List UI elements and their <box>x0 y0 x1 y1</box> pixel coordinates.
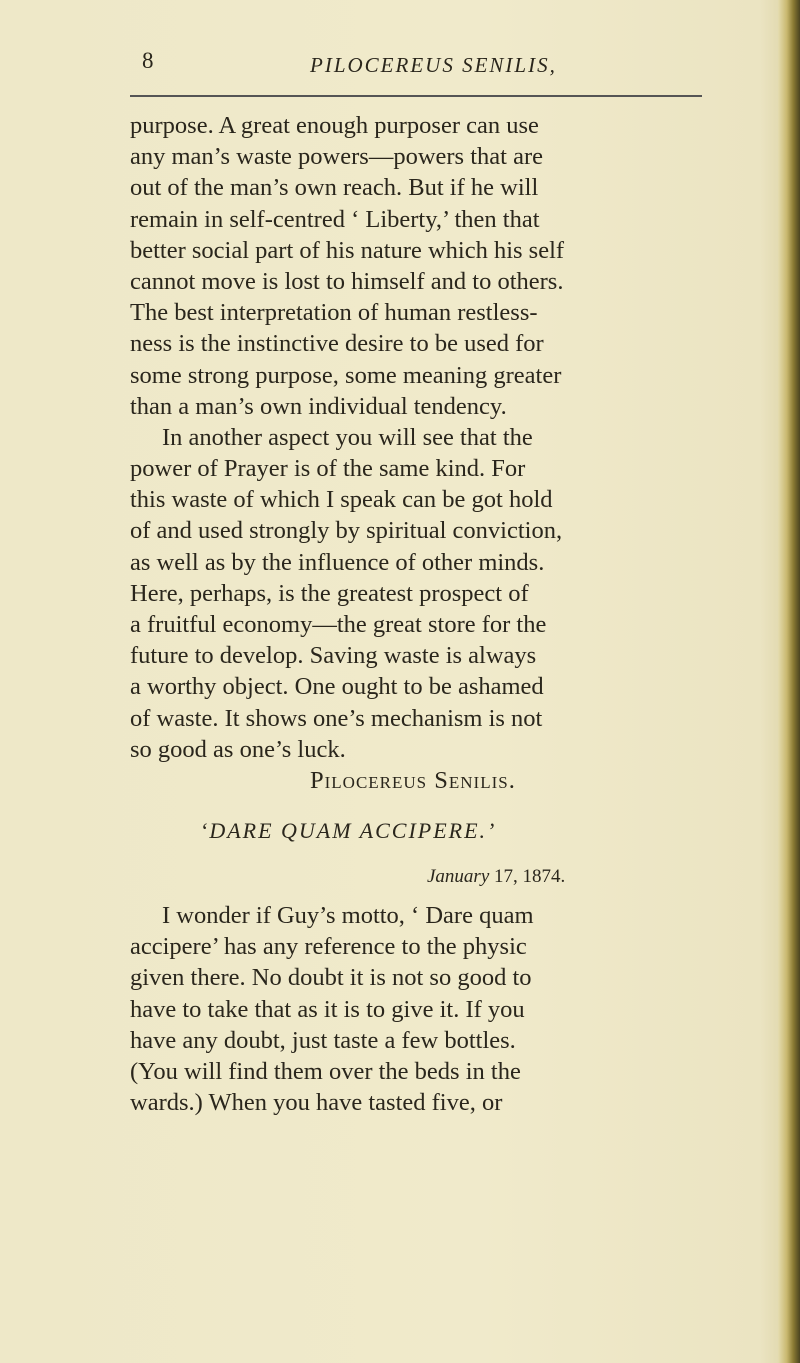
text-line: a worthy object. One ought to be ashamed <box>130 673 544 701</box>
text-line: wards.) When you have tasted five, or <box>130 1089 503 1117</box>
section-date <box>427 866 565 888</box>
text-line: of and used strongly by spiritual conviction, <box>130 517 563 545</box>
section-title: ‘DARE QUAM ACCIPERE.’ <box>200 818 497 843</box>
signature: Pilocereus Senilis. <box>310 766 516 794</box>
page-edge <box>778 0 800 1363</box>
text-line: The best interpretation of human restless- <box>130 299 538 327</box>
text-line: Here, perhaps, is the greatest prospect of <box>130 579 529 607</box>
text-line: (You will find them over the beds in the <box>130 1057 521 1085</box>
body-text-section-2 <box>130 900 710 1118</box>
text-line: have to take that as it is to give it. If you <box>130 995 525 1023</box>
text-line: I wonder if Guy’s motto, ‘ Dare quam <box>162 902 534 929</box>
text-line: power of Prayer is of the same kind. For <box>130 455 526 483</box>
date-month: January <box>427 866 490 887</box>
date-rest: 17, 1874. <box>489 866 566 887</box>
text-line: In another aspect you will see that the <box>162 423 533 451</box>
text-line: given there. No doubt it is not so good to <box>130 964 532 992</box>
text-line: out of the man’s own reach. But if he will <box>130 174 539 202</box>
text-line: as well as by the influence of other minds. <box>130 548 545 576</box>
text-line: so good as one’s luck. <box>130 735 346 763</box>
text-line: better social part of his nature which his self <box>130 236 565 264</box>
text-line: any man’s waste powers—powers that are <box>130 143 543 171</box>
body-text-section-1 <box>130 110 710 796</box>
text-line: purpose. A great enough purposer can use <box>130 112 539 139</box>
text-line: some strong purpose, some meaning greater <box>130 361 562 389</box>
text-line: ness is the instinctive desire to be used for <box>130 330 544 358</box>
text-line: of waste. It shows one’s mechanism is not <box>130 704 543 732</box>
text-line: cannot move is lost to himself and to others. <box>130 267 564 295</box>
running-head: PILOCEREUS SENILIS, <box>310 53 557 77</box>
header-rule <box>130 95 702 97</box>
text-line: a fruitful economy—the great store for the <box>130 611 547 638</box>
text-line: than a man’s own individual tendency. <box>130 392 507 420</box>
text-line: this waste of which I speak can be got hold <box>130 486 553 514</box>
text-line: have any doubt, just taste a few bottles. <box>130 1026 516 1054</box>
page-header <box>120 48 720 88</box>
text-line: future to develop. Saving waste is always <box>130 642 537 670</box>
page-number: 8 <box>142 48 154 73</box>
text-line: accipere’ has any reference to the physic <box>130 933 527 961</box>
text-line: remain in self-centred ‘ Liberty,’ then that <box>130 205 540 233</box>
